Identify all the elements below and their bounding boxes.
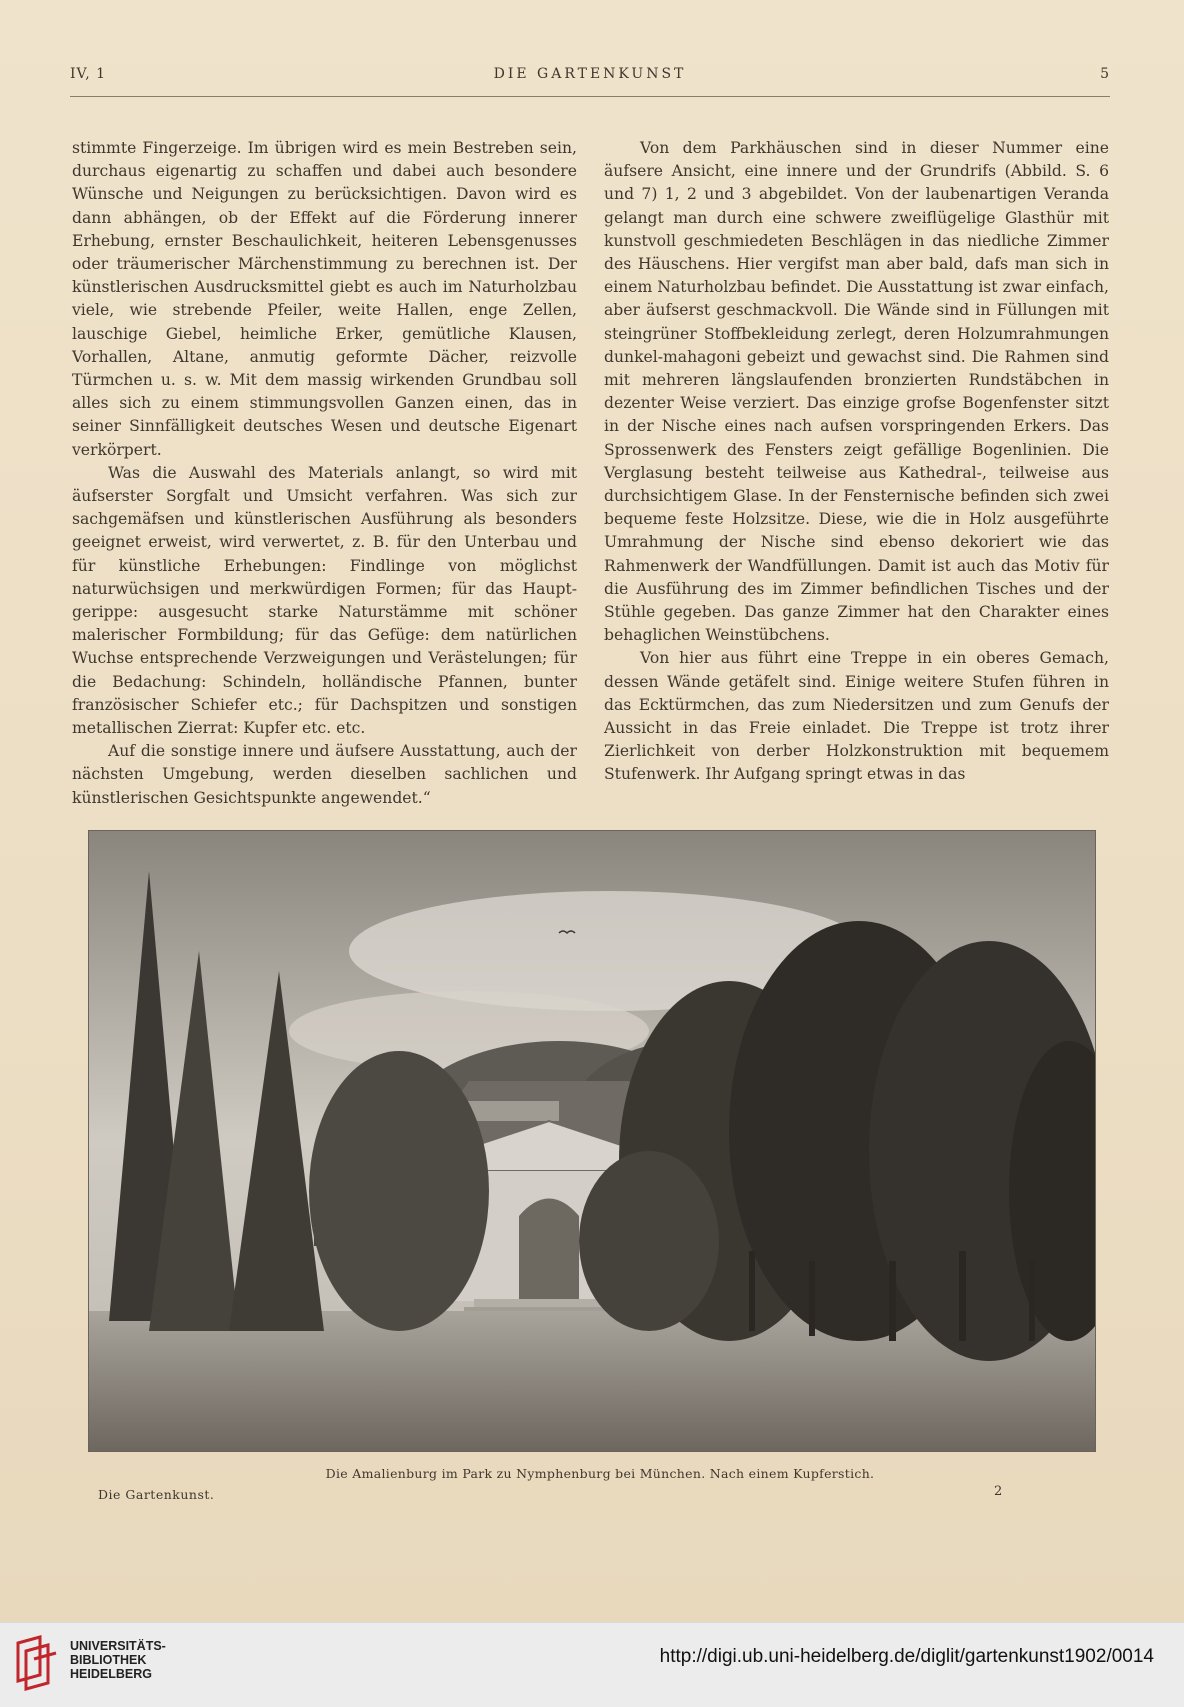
paragraph: Auf die sonstige innere und äufsere Ausstattung, auch der nächsten Umgebung, werden dieselben sachlichen und künstlerischen Gesichtspunkte angewendet.“ xyxy=(72,742,577,807)
library-name xyxy=(70,1639,166,1681)
header-rule xyxy=(70,96,1110,97)
library-line: BIBLIOTHEK xyxy=(70,1653,147,1667)
library-footer xyxy=(0,1622,1184,1707)
paragraph: Von dem Parkhäuschen sind in dieser Nummer eine äufsere Ansicht, eine innere und der Grundrifs (Abbild. S. 6 und 7) 1, 2 und 3 abgebildet. Von der laubenartigen Veranda gelangt man durch eine schwere zweiflügelige Glasthür mit kunstvoll geschmiedeten Beschlägen in das niedliche Zimmer des Häuschens. Hier vergifst man aber bald, dafs man sich in einem Naturholzbau befindet. Die Ausstattung ist zwar einfach, aber äufserst geschmackvoll. Die Wände sind in Füllungen mit steingrüner Stoffbekleidung zerlegt, deren Holzumrahmungen dunkel-mahagoni gebeizt und gewachst sind. Die Rahmen sind mit mehreren längslaufenden bronzierten Rundstäbchen in dezenter Weise verziert. Das einzige grofse Bogenfenster sitzt in der Nische eines nach aufsen vorspringenden Erkers. Das Sprossenwerk des Fensters zeigt gefällige Bogenlinien. Die Verglasung besteht teilweise aus Kathedral-, teilweise aus durchsichtigem Glase. In der Fensternische befinden sich zwei bequeme feste Holzsitze. Diese, wie die in Holz ausgeführte Umrahmung der Nische sind ebenso dekoriert wie das Rahmenwerk der Wandfüllungen. Damit ist auch das Motiv für die Ausführung des im Zimmer befindlichen Tisches und der Stühle gegeben. Das ganze Zimmer hat den Charakter eines behaglichen Weinstübchens. xyxy=(604,139,1109,645)
running-header xyxy=(70,62,1110,88)
engraving-illustration xyxy=(88,830,1096,1452)
library-line: HEIDELBERG xyxy=(70,1667,152,1681)
signature-mark: Die Gartenkunst. xyxy=(98,1487,215,1502)
page-number: 5 xyxy=(1100,66,1110,82)
right-text-column xyxy=(604,137,1109,787)
paragraph: Von hier aus führt eine Treppe in ein oberes Gemach, dessen Wände getäfelt sind. Einige weitere Stufen führen in das Ecktürmchen, das zum Niedersitzen und zum Genufs der Aussicht in das Freie einladet. Die Treppe ist trotz ihrer Zierlichkeit von derber Holzkonstruktion mit bequemem Stufenwerk. Ihr Aufgang springt etwas in das xyxy=(604,649,1109,784)
journal-title: DIE GARTENKUNST xyxy=(493,66,687,82)
paragraph: Was die Auswahl des Materials anlangt, so wird mit äufserster Sorgfalt und Umsicht verfahren. Was sich zur sachgemäfsen und künstlerischen Ausführung als besonders geeignet erweist, wird verwertet, z. B. für den Unterbau und für künstliche Erhebungen: Findlinge von möglichst naturwüchsigen und merkwürdigen Formen; für das Hauptgerippe: ausgesucht starke Naturstämme mit schöner malerischer Formbildung; für das Gefüge: dem natürlichen Wuchse entsprechende Verzweigungen und Verästelungen; für die Bedachung: Schindeln, holländische Pfannen, bunter französischer Schiefer etc.; für Dachspitzen und sonstigen metallischen Zierrat: Kupfer etc. etc. xyxy=(72,463,577,738)
figure-caption: Die Amalienburg im Park zu Nymphenburg bei München. Nach einem Kupferstich. xyxy=(325,1466,875,1481)
paragraph: stimmte Fingerzeige. Im übrigen wird es mein Bestreben sein, durchaus eigenartig zu schaffen und dabei auch besondere Wünsche und Neigungen zu berücksichtigen. Davon wird es dann abhängen, ob der Effekt auf die Förderung innerer Erhebung, ernster Beschaulichkeit, heiteren Lebensgenusses oder träumerischer Märchenstimmung zu berechnen ist. Der künstlerischen Ausdrucksmittel giebt es auch im Naturholzbau viele, wie strebende Pfeiler, weite Hallen, enge Zellen, lauschige Giebel, heimliche Erker, gemütliche Klausen, Vorhallen, Altane, anmutig geformte Dächer, reizvolle Türmchen u. s. w. Mit dem massig wirkenden Grundbau soll alles sich zu einem stimmungsvollen Ganzen einen, das in seiner Sinnfälligkeit deutsches Wesen und deutsche Eigenart verkörpert. xyxy=(72,139,577,459)
volume-number: IV, 1 xyxy=(70,66,107,82)
permalink-url[interactable]: http://digi.ub.uni-heidelberg.de/diglit/gartenkunst1902/0014 xyxy=(659,1646,1154,1667)
signature-number: 2 xyxy=(994,1484,1003,1499)
heidelberg-library-logo-icon xyxy=(12,1635,62,1695)
left-text-column xyxy=(72,137,577,810)
library-line: UNIVERSITÄTS- xyxy=(70,1639,166,1653)
amalienburg-engraving xyxy=(89,831,1095,1451)
